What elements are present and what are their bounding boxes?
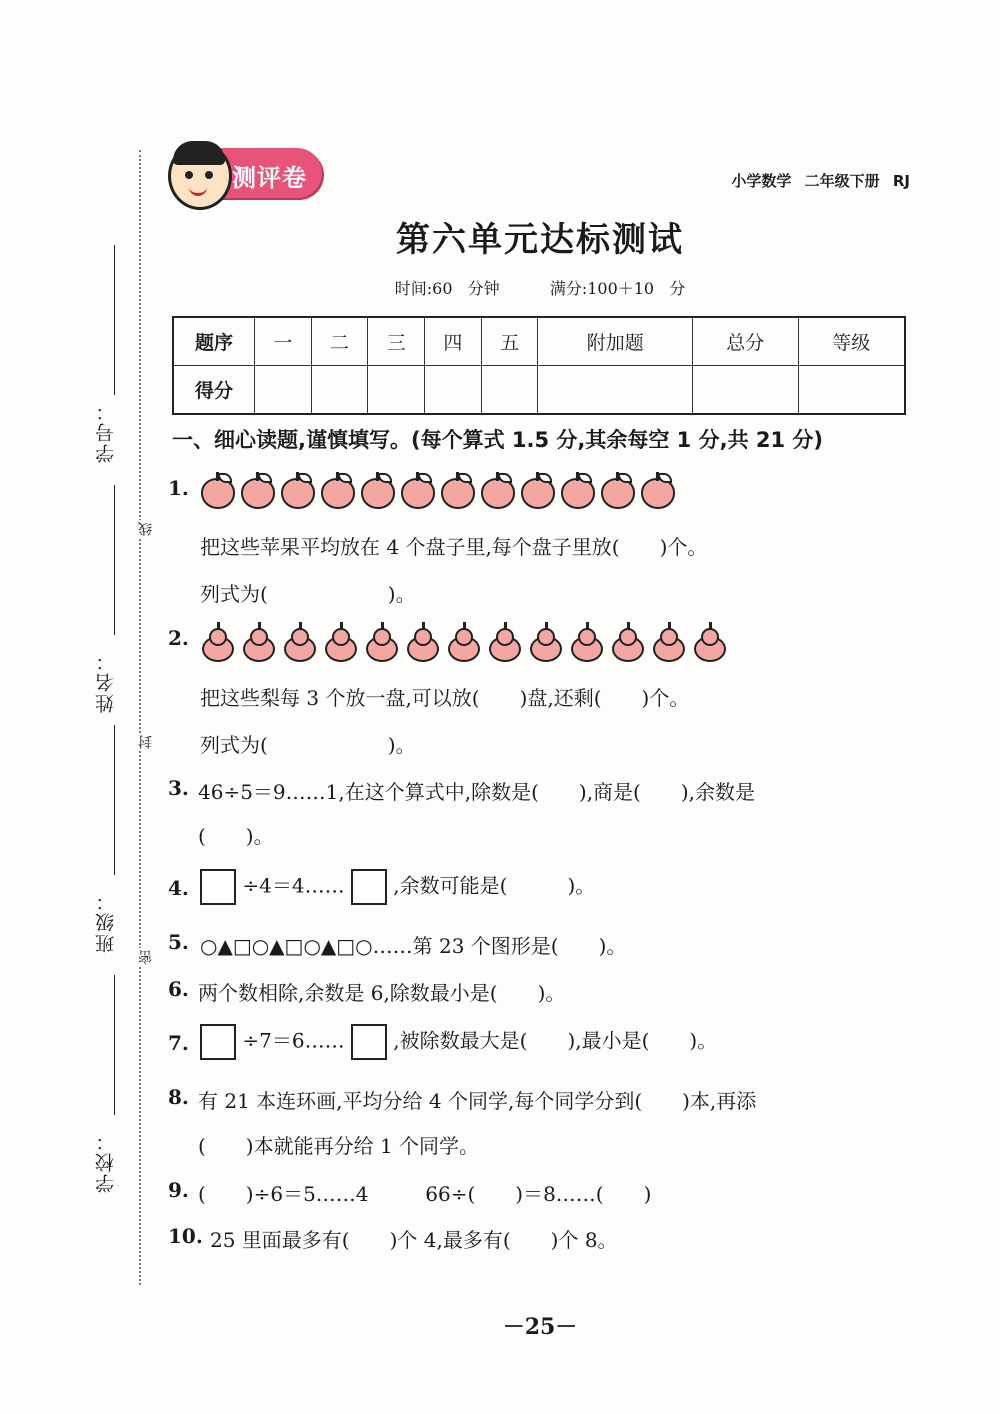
q8-line2: ( )本就能再分给 1 个同学。 bbox=[198, 1134, 480, 1158]
score-header-cell: 附加题 bbox=[538, 317, 693, 366]
answer-box-remainder[interactable] bbox=[351, 869, 387, 905]
q3-line2: ( )。 bbox=[198, 824, 274, 848]
score-cell[interactable] bbox=[538, 366, 693, 415]
q9-part2: 66÷( )＝8……( ) bbox=[425, 1182, 652, 1206]
pear-icon bbox=[282, 622, 319, 662]
question-number: 10. bbox=[168, 1224, 203, 1248]
margin-label-class: 班级： bbox=[95, 890, 117, 953]
shape-sequence: ○▲□○▲□○▲□○…… bbox=[200, 934, 413, 958]
page-subtitle bbox=[0, 276, 1000, 299]
margin-line-1 bbox=[114, 245, 115, 395]
full-score: 满分:100＋10 分 bbox=[549, 279, 686, 298]
section-heading: 一、细心读题,谨慎填写。(每个算式 1.5 分,其余每空 1 分,共 21 分) bbox=[172, 428, 824, 452]
question-number: 4. bbox=[168, 876, 189, 900]
apple-icon bbox=[560, 472, 596, 510]
apple-icon bbox=[600, 472, 636, 510]
score-cell[interactable] bbox=[692, 366, 798, 415]
pear-icon bbox=[364, 622, 401, 662]
answer-box-dividend[interactable] bbox=[200, 869, 236, 905]
apple-icon bbox=[520, 472, 556, 510]
score-header-cell: 四 bbox=[425, 317, 482, 366]
apple-icon bbox=[200, 472, 236, 510]
cut-word-line: 线 bbox=[138, 522, 154, 536]
q4-tail: ,余数可能是( )。 bbox=[393, 873, 596, 898]
apple-icon bbox=[360, 472, 396, 510]
score-header-cell: 等级 bbox=[798, 317, 905, 366]
header-grade: 二年级下册 bbox=[804, 172, 880, 190]
cut-word-seal: 封 bbox=[138, 735, 154, 749]
header-subject: 小学数学 bbox=[731, 172, 792, 190]
score-header-cell: 题序 bbox=[173, 317, 255, 366]
badge-text: 测评卷 bbox=[232, 164, 307, 192]
margin-line-2 bbox=[114, 485, 115, 635]
apple-icon bbox=[320, 472, 356, 510]
q5-line bbox=[200, 930, 626, 959]
question-number: 1. bbox=[168, 476, 189, 500]
pear-icon bbox=[692, 622, 729, 662]
q3-line1: 46÷5＝9……1,在这个算式中,除数是( ),商是( ),余数是 bbox=[198, 780, 756, 804]
page-title: 第六单元达标测试 bbox=[396, 220, 684, 260]
score-header-cell: 五 bbox=[481, 317, 538, 366]
margin-label-school: 学校： bbox=[95, 1130, 117, 1193]
score-table-header-row bbox=[173, 317, 905, 366]
q9-part1: ( )÷6＝5……4 bbox=[198, 1182, 369, 1206]
pear-row bbox=[200, 622, 729, 662]
margin-label-student-id: 学号： bbox=[95, 400, 117, 463]
page-number: －25－ bbox=[502, 1314, 578, 1340]
score-row-label: 得分 bbox=[173, 366, 255, 415]
time-limit: 时间:60 分钟 bbox=[394, 279, 500, 298]
pear-icon bbox=[323, 622, 360, 662]
answer-box-remainder[interactable] bbox=[351, 1024, 387, 1060]
score-header-cell: 一 bbox=[255, 317, 312, 366]
q1-line1: 把这些苹果平均放在 4 个盘子里,每个盘子里放( )个。 bbox=[200, 535, 708, 559]
score-cell[interactable] bbox=[368, 366, 425, 415]
apple-icon bbox=[440, 472, 476, 510]
student-face-icon bbox=[168, 142, 232, 210]
pear-icon bbox=[651, 622, 688, 662]
header-info bbox=[731, 170, 910, 191]
q1-line2: 列式为( )。 bbox=[200, 582, 416, 606]
pear-icon bbox=[487, 622, 524, 662]
pear-icon bbox=[610, 622, 647, 662]
q2-line1: 把这些梨每 3 个放一盘,可以放( )盘,还剩( )个。 bbox=[200, 686, 690, 710]
score-header-cell: 三 bbox=[368, 317, 425, 366]
question-number: 9. bbox=[168, 1178, 189, 1202]
question-number: 8. bbox=[168, 1085, 189, 1109]
apple-row bbox=[200, 472, 676, 510]
apple-icon bbox=[280, 472, 316, 510]
q4-equation: ÷4＝4…… bbox=[242, 873, 345, 898]
cut-line bbox=[139, 150, 141, 1285]
test-badge bbox=[172, 148, 322, 198]
cut-word-secret: 密 bbox=[138, 950, 154, 964]
score-header-cell: 二 bbox=[311, 317, 368, 366]
score-cell[interactable] bbox=[798, 366, 905, 415]
q10-line: 25 里面最多有( )个 4,最多有( )个 8。 bbox=[210, 1228, 618, 1252]
apple-icon bbox=[400, 472, 436, 510]
score-cell[interactable] bbox=[481, 366, 538, 415]
q7-equation: ÷7＝6…… bbox=[242, 1028, 345, 1053]
question-number: 3. bbox=[168, 776, 189, 800]
apple-icon bbox=[240, 472, 276, 510]
apple-icon bbox=[640, 472, 676, 510]
question-number: 2. bbox=[168, 626, 189, 650]
q9-line bbox=[198, 1178, 651, 1207]
margin-line-4 bbox=[114, 975, 115, 1115]
pear-icon bbox=[200, 622, 237, 662]
question-number: 7. bbox=[168, 1031, 189, 1055]
q8-line1: 有 21 本连环画,平均分给 4 个同学,每个同学分到( )本,再添 bbox=[198, 1089, 757, 1113]
pear-icon bbox=[241, 622, 278, 662]
margin-label-name: 姓名： bbox=[95, 650, 117, 713]
pear-icon bbox=[405, 622, 442, 662]
q6-line: 两个数相除,余数是 6,除数最小是( )。 bbox=[198, 981, 566, 1005]
pear-icon bbox=[569, 622, 606, 662]
score-cell[interactable] bbox=[255, 366, 312, 415]
answer-box-dividend[interactable] bbox=[200, 1024, 236, 1060]
q7-tail: ,被除数最大是( ),最小是( )。 bbox=[393, 1028, 718, 1053]
score-table bbox=[172, 316, 906, 415]
score-cell[interactable] bbox=[425, 366, 482, 415]
pear-icon bbox=[528, 622, 565, 662]
margin-line-3 bbox=[114, 725, 115, 875]
question-number: 5. bbox=[168, 930, 189, 954]
q4-line bbox=[200, 869, 595, 905]
q5-tail: 第 23 个图形是( )。 bbox=[412, 934, 627, 958]
apple-icon bbox=[480, 472, 516, 510]
header-edition: RJ bbox=[892, 172, 910, 190]
q7-line bbox=[200, 1024, 717, 1060]
pear-icon bbox=[446, 622, 483, 662]
question-number: 6. bbox=[168, 977, 189, 1001]
q2-line2: 列式为( )。 bbox=[200, 733, 416, 757]
score-cell[interactable] bbox=[311, 366, 368, 415]
score-header-cell: 总分 bbox=[692, 317, 798, 366]
score-table-score-row bbox=[173, 366, 905, 415]
